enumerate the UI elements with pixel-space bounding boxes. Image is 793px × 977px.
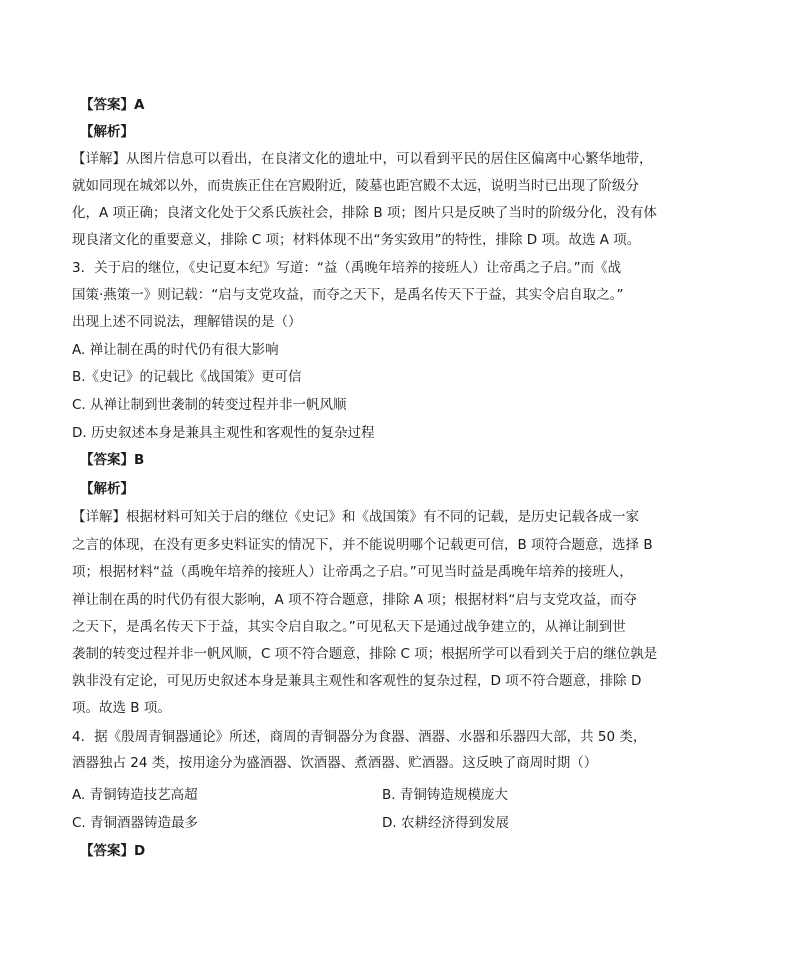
q3-stem-line: 国策·燕策一》则记载：“启与支党攻益，而夺之天下，是禹名传天下于益，其实令启自取之。”	[72, 287, 624, 303]
q3-option-c: C. 从禅让制到世袭制的转变过程并非一帆风顺	[72, 397, 347, 413]
q3-stem-line: 3．关于启的继位，《史记夏本纪》写道：“益（禹晚年培养的接班人）让帝禹之子启。”而《战	[72, 260, 622, 276]
q2-detail-line: 现良渚文化的重要意义，排除 C 项；材料体现不出“务实致用”的特性，排除 D 项。故选 A 项。	[72, 232, 641, 248]
q3-stem-line: 出现上述不同说法，理解错误的是（）	[72, 314, 302, 330]
q4-option-c: C. 青铜酒器铸造最多	[72, 815, 199, 831]
q3-detail-line: 孰非没有定论，可见历史叙述本身是兼具主观性和客观性的复杂过程，D 项不符合题意，排除 D	[72, 673, 642, 689]
q4-option-d: D. 农耕经济得到发展	[382, 815, 509, 831]
q3-answer: 【答案】B	[80, 452, 145, 468]
q3-option-a: A. 禅让制在禹的时代仍有很大影响	[72, 342, 279, 358]
q3-detail-line: 之言的体现，在没有更多史料证实的情况下，并不能说明哪个记载更可信，B 项符合题意，选择 B	[72, 537, 653, 553]
q3-detail-line: 项。故选 B 项。	[72, 700, 171, 716]
q3-option-d: D. 历史叙述本身是兼具主观性和客观性的复杂过程	[72, 425, 375, 441]
q3-detail-line: 禅让制在禹的时代仍有很大影响，A 项不符合题意，排除 A 项；根据材料“启与支党攻益，而夺	[72, 592, 637, 608]
q3-detail-line: 袭制的转变过程并非一帆风顺，C 项不符合题意，排除 C 项；根据所学可以看到关于启的继位孰是	[72, 646, 658, 662]
q4-stem-line: 酒器独占 24 类，按用途分为盛酒器、饮酒器、煮酒器、贮酒器。这反映了商周时期（）	[72, 755, 598, 771]
q3-detail-line: 之天下，是禹名传天下于益，其实令启自取之。”可见私天下是通过战争建立的，从禅让制到世	[72, 619, 626, 635]
q2-detail-line: 【详解】从图片信息可以看出，在良渚文化的遗址中，可以看到平民的居住区偏离中心繁华地带，	[72, 151, 653, 167]
q4-option-a: A. 青铜铸造技艺高超	[72, 787, 198, 803]
q3-detail-line: 【详解】根据材料可知关于启的继位《史记》和《战国策》有不同的记载，是历史记载各成一家	[72, 509, 639, 525]
q3-analysis-heading: 【解析】	[80, 481, 134, 497]
q4-option-b: B. 青铜铸造规模庞大	[382, 787, 508, 803]
q2-answer: 【答案】A	[80, 97, 145, 113]
q4-stem-line: 4．据《殷周青铜器通论》所述，商周的青铜器分为食器、酒器、水器和乐器四大部，共 50 类，	[72, 729, 647, 745]
q2-detail-line: 化，A 项正确；良渚文化处于父系氏族社会，排除 B 项；图片只是反映了当时的阶级分化，没有体	[72, 205, 657, 221]
q2-detail-line: 就如同现在城郊以外，而贵族正住在宫殿附近，陵墓也距宫殿不太远，说明当时已出现了阶级分	[72, 178, 639, 194]
q3-detail-line: 项；根据材料“益（禹晚年培养的接班人）让帝禹之子启。”可见当时益是禹晚年培养的接班人，	[72, 564, 633, 580]
q3-option-b: B.《史记》的记载比《战国策》更可信	[72, 369, 302, 385]
q2-analysis-heading: 【解析】	[80, 124, 134, 140]
q4-answer: 【答案】D	[80, 843, 146, 859]
